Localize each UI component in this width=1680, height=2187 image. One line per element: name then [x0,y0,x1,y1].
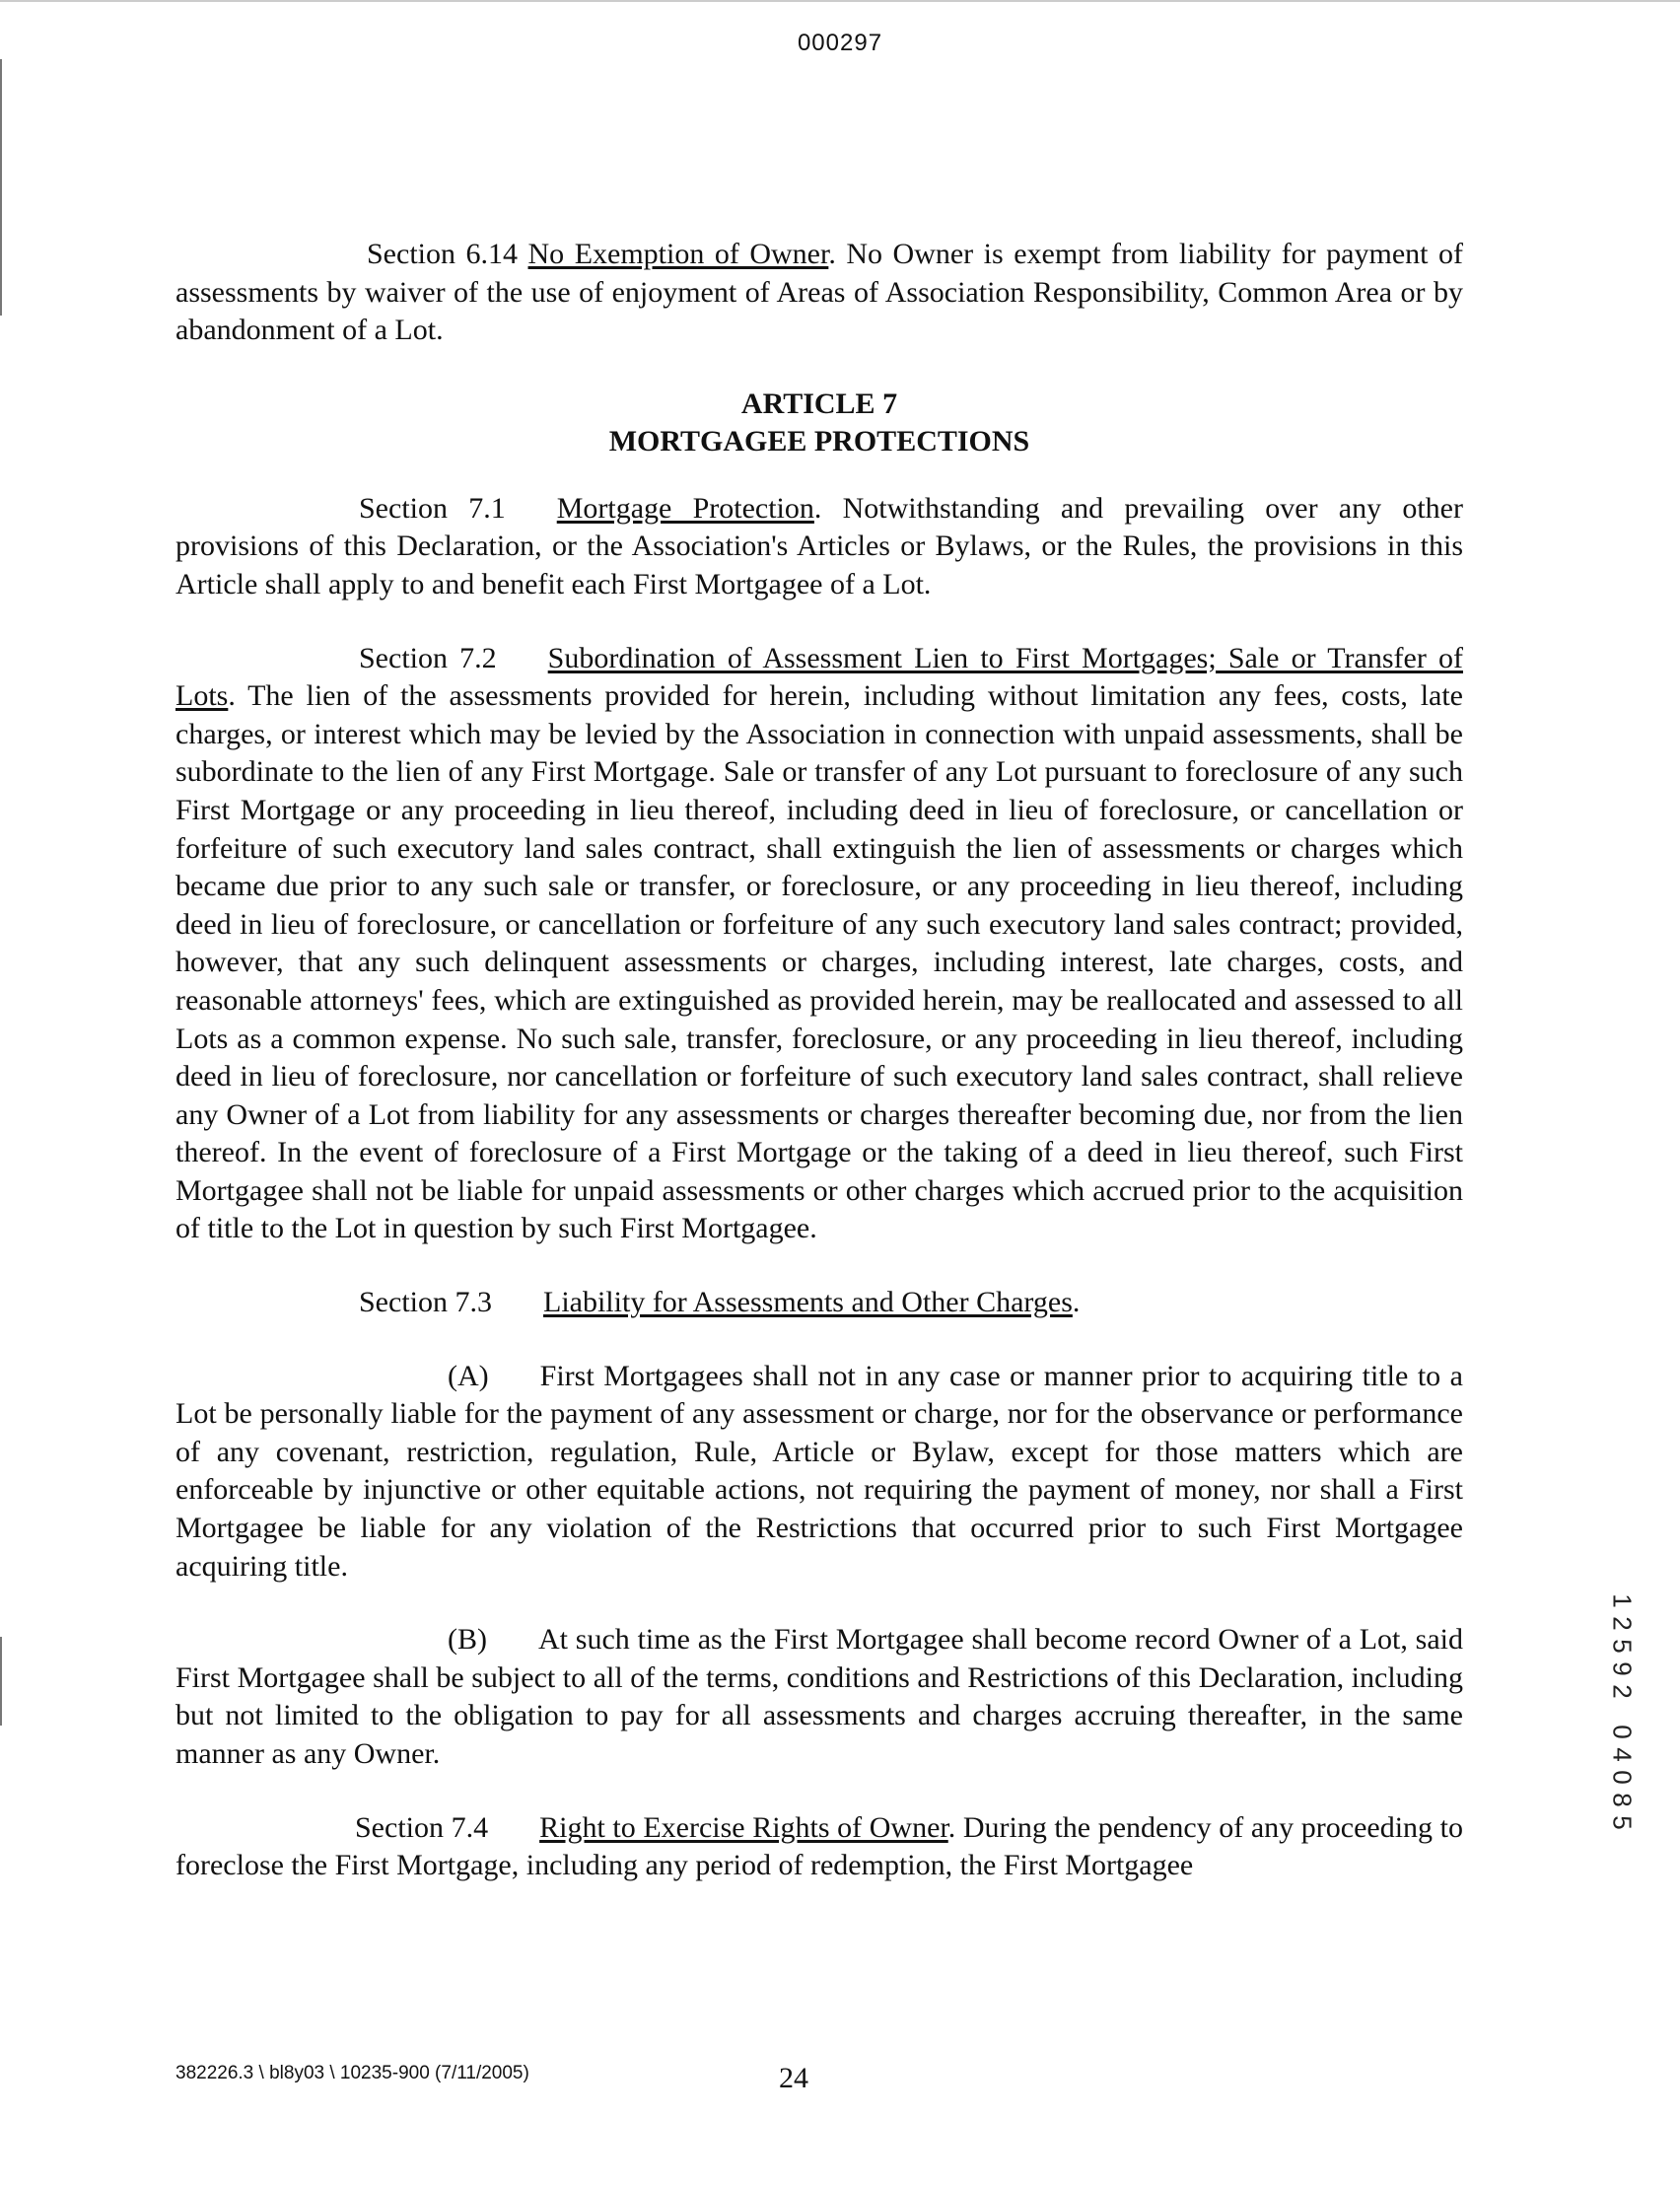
subsection-text: At such time as the First Mortgagee shall become record Owner of a Lot, said First Mortgagee shall be subject to all of the terms, conditions and Restrictions of this Declaration, including but not limited to the obligation to pay for all assessments and charges accruing thereafter, in the same manner as any Owner. [175,1623,1463,1770]
section-7-2 [175,640,1463,1249]
code-digit: 8 [1607,1793,1638,1807]
code-digit: 0 [1607,1725,1638,1739]
section-title: Right to Exercise Rights of Owner [539,1810,948,1844]
section-text: . Notwithstanding and prevailing over any other provisions of this Declaration, or the Association's Articles or Bylaws, or the Rules, the provisions in this Article shall apply to and benefit each First Mortgagee of a Lot. [175,491,1463,600]
scan-left-edge-mark [0,1637,2,1726]
scan-left-edge-mark [0,59,2,316]
section-number: Section 7.3 [359,1286,492,1319]
section-suffix: . [1072,1286,1081,1319]
footer-document-id: 382226.3 \ bl8y03 \ 10235-900 (7/11/2005) [175,2063,529,2083]
section-7-4 [175,1809,1463,1885]
scan-top-edge [0,0,1680,2]
section-7-3-b [175,1621,1463,1773]
section-6-14 [175,236,1463,350]
section-title: Mortgage Protection [556,491,814,525]
section-number: Section 7.2 [359,641,497,674]
subsection-text: First Mortgagees shall not in any case or manner prior to acquiring title to a Lot be personally liable for the payment of any assessment or charge, nor for the observance or performance of any covenant, restriction, regulation, Rule, Article or Bylaw, except for those matters which are enforceable by injunctive or other equitable actions, not requiring the payment of money, nor shall a First Mortgagee be liable for any violation of the Restrictions that occurred prior to such First Mortgagee acquiring title. [175,1359,1463,1583]
section-text: . The lien of the assessments provided for herein, including without limitation any fees, costs, late charges, or interest which may be levied by the Association in connection with unpaid assessments, shall be subordinate to the lien of any First Mortgage. Sale or transfer of any Lot pursuant to foreclosure of any such First Mortgage or any proceeding in lieu thereof, including deed in lieu of foreclosure, or cancellation or forfeiture of such executory land sales contract, shall extinguish the lien of assessments or charges which became due prior to any such sale or transfer, or foreclosure, or any proceeding in lieu thereof, including deed in lieu of foreclosure, or cancellation or forfeiture of any such executory land sales contract; provided, however, that any such delinquent assessments or charges, including interest, late charges, costs, and reasonable attorneys' fees, which are extinguished as provided herein, may be reallocated and assessed to all Lots as a common expense. No such sale, transfer, foreclosure, or any proceeding in lieu thereof, including deed in lieu of foreclosure, nor cancellation or forfeiture of such executory land sales contract, shall relieve any Owner of a Lot from liability for any assessments or charges thereafter becoming due, nor from the lien thereof. In the event of foreclosure of a First Mortgage or the taking of a deed in lieu thereof, such First Mortgagee shall not be liable for unpaid assessments or other charges which accrued prior to the acquisition of title to the Lot in question by such First Mortgagee. [175,679,1463,1245]
code-digit: 2 [1607,1684,1638,1699]
section-text: . During the pendency of any proceeding to foreclose the First Mortgage, including any period of redemption, the First Mortgagee [175,1810,1463,1882]
code-digit: 2 [1607,1616,1638,1631]
section-title: Subordination of Assessment Lien to First Mortgages; Sale or Transfer of Lots [175,641,1463,713]
section-title: Liability for Assessments and Other Charges [543,1286,1073,1319]
section-7-1 [175,490,1463,604]
section-number: Section 6.14 [367,238,518,270]
code-digit: 4 [1607,1747,1638,1762]
section-text: . No Owner is exempt from liability for payment of assessments by waiver of the use of enjoyment of Areas of Association Responsibility, Common Area or by abandonment of a Lot. [175,238,1463,347]
code-digit: 9 [1607,1661,1638,1676]
section-number: Section 7.4 [355,1810,489,1844]
footer-page-number: 24 [779,2062,808,2094]
article-label: ARTICLE 7 [740,387,898,420]
section-title: No Exemption of Owner [527,238,829,270]
section-7-3-a [175,1358,1463,1587]
section-7-3 [175,1284,1463,1322]
margin-recording-code [1602,1589,1642,1834]
bates-number: 000297 [797,30,883,56]
code-digit: 1 [1607,1593,1638,1608]
section-number: Section 7.1 [359,491,506,525]
subsection-label: (B) [448,1623,487,1657]
code-digit: 5 [1607,1639,1638,1654]
document-body [175,236,1463,1885]
code-digit: 0 [1607,1770,1638,1785]
article-title: MORTGAGEE PROTECTIONS [608,424,1030,458]
code-digit: 5 [1607,1815,1638,1830]
subsection-label: (A) [448,1359,489,1392]
